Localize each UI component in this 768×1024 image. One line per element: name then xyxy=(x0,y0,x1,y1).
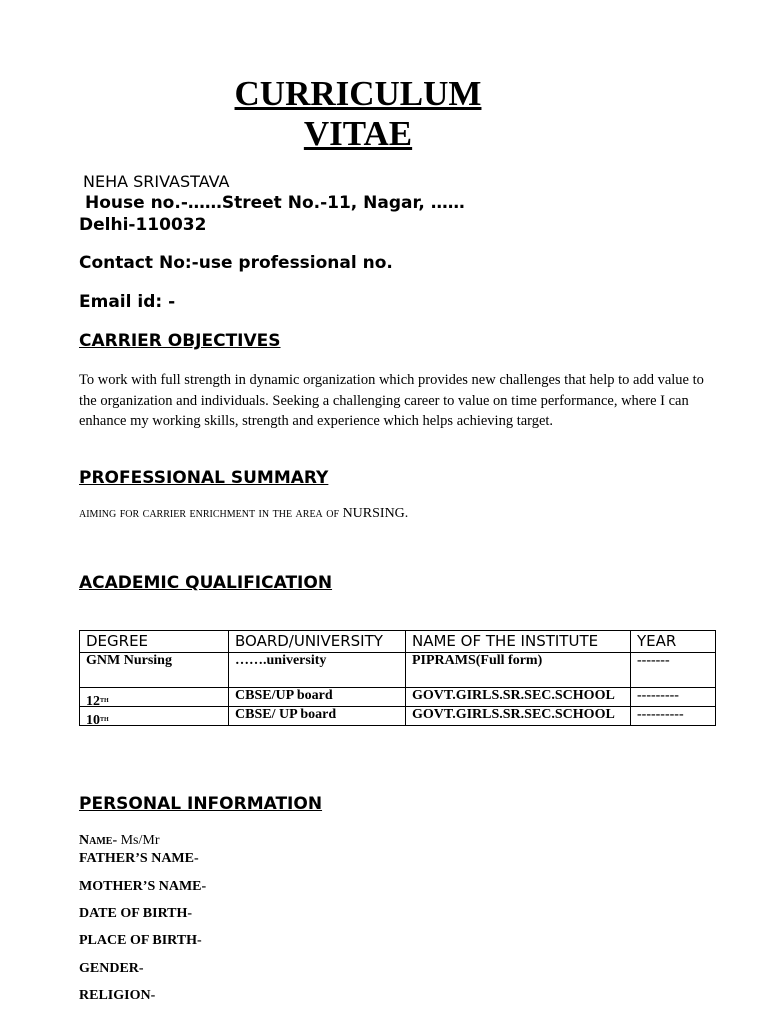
summary-text-prefix: aiming for carrier enrichment in the area of xyxy=(79,506,343,521)
degree-text: GNM Nursing xyxy=(86,653,172,668)
board-cell: …….university xyxy=(229,653,406,688)
column-header-board: BOARD/UNIVERSITY xyxy=(229,631,406,653)
religion-label: RELIGION- xyxy=(79,988,156,1003)
date-of-birth-label: DATE OF BIRTH- xyxy=(79,906,193,921)
institute-cell: GOVT.GIRLS.SR.SEC.SCHOOL xyxy=(406,688,631,707)
carrier-objectives-text: To work with full strength in dynamic organization which provides new challenges that help to add value to the organization and individuals. Seeking a challenging career to value on time performance, where I can enhance my working skills, strength and experience which helps achieving target. xyxy=(79,372,704,429)
fathers-name-label: FATHER’S NAME- xyxy=(79,851,199,866)
address-line-1: House no.-……Street No.-11, Nagar, …… xyxy=(85,193,465,213)
column-header-institute: NAME OF THE INSTITUTE xyxy=(406,631,631,653)
resume-title-line2: VITAE xyxy=(303,114,413,153)
year-cell: ---------- xyxy=(631,707,716,726)
year-cell: --------- xyxy=(631,688,716,707)
ordinal-suffix: TH xyxy=(100,698,109,704)
resume-title-line1: CURRICULUM xyxy=(234,74,482,113)
candidate-name: NEHA SRIVASTAVA xyxy=(83,172,230,191)
degree-text xyxy=(86,713,109,726)
year-cell: ------- xyxy=(631,653,716,688)
academic-qualification-heading: ACADEMIC QUALIFICATION xyxy=(79,573,333,593)
class-number: 12 xyxy=(86,694,100,707)
board-cell: CBSE/ UP board xyxy=(229,707,406,726)
column-header-degree: DEGREE xyxy=(80,631,229,653)
institute-cell: PIPRAMS(Full form) xyxy=(406,653,631,688)
gender-label: GENDER- xyxy=(79,961,144,976)
personal-name-line xyxy=(79,833,160,849)
carrier-objectives-heading: CARRIER OBJECTIVES xyxy=(79,331,281,351)
email-id: Email id: - xyxy=(79,292,176,312)
table-row xyxy=(80,707,716,726)
table-row xyxy=(80,688,716,707)
summary-text-emphasis: NURSING. xyxy=(342,506,409,521)
degree-cell xyxy=(80,653,229,688)
column-header-year: YEAR xyxy=(631,631,716,653)
professional-summary-text xyxy=(79,506,408,522)
contact-number: Contact No:-use professional no. xyxy=(79,253,393,273)
table-header-row xyxy=(80,631,716,653)
name-label: Name- xyxy=(79,833,118,848)
ordinal-suffix: TH xyxy=(100,717,109,723)
institute-cell: GOVT.GIRLS.SR.SEC.SCHOOL xyxy=(406,707,631,726)
name-value: Ms/Mr xyxy=(117,833,160,848)
place-of-birth-label: PLACE OF BIRTH- xyxy=(79,933,202,948)
degree-cell xyxy=(80,707,229,726)
academic-qualification-table xyxy=(79,630,716,726)
personal-information-heading: PERSONAL INFORMATION xyxy=(79,794,323,814)
class-number: 10 xyxy=(86,713,100,726)
degree-cell xyxy=(80,688,229,707)
board-cell: CBSE/UP board xyxy=(229,688,406,707)
mothers-name-label: MOTHER’S NAME- xyxy=(79,879,207,894)
professional-summary-heading: PROFESSIONAL SUMMARY xyxy=(79,468,329,488)
degree-text xyxy=(86,694,109,707)
table-row xyxy=(80,653,716,688)
address-line-2: Delhi-110032 xyxy=(79,215,207,235)
